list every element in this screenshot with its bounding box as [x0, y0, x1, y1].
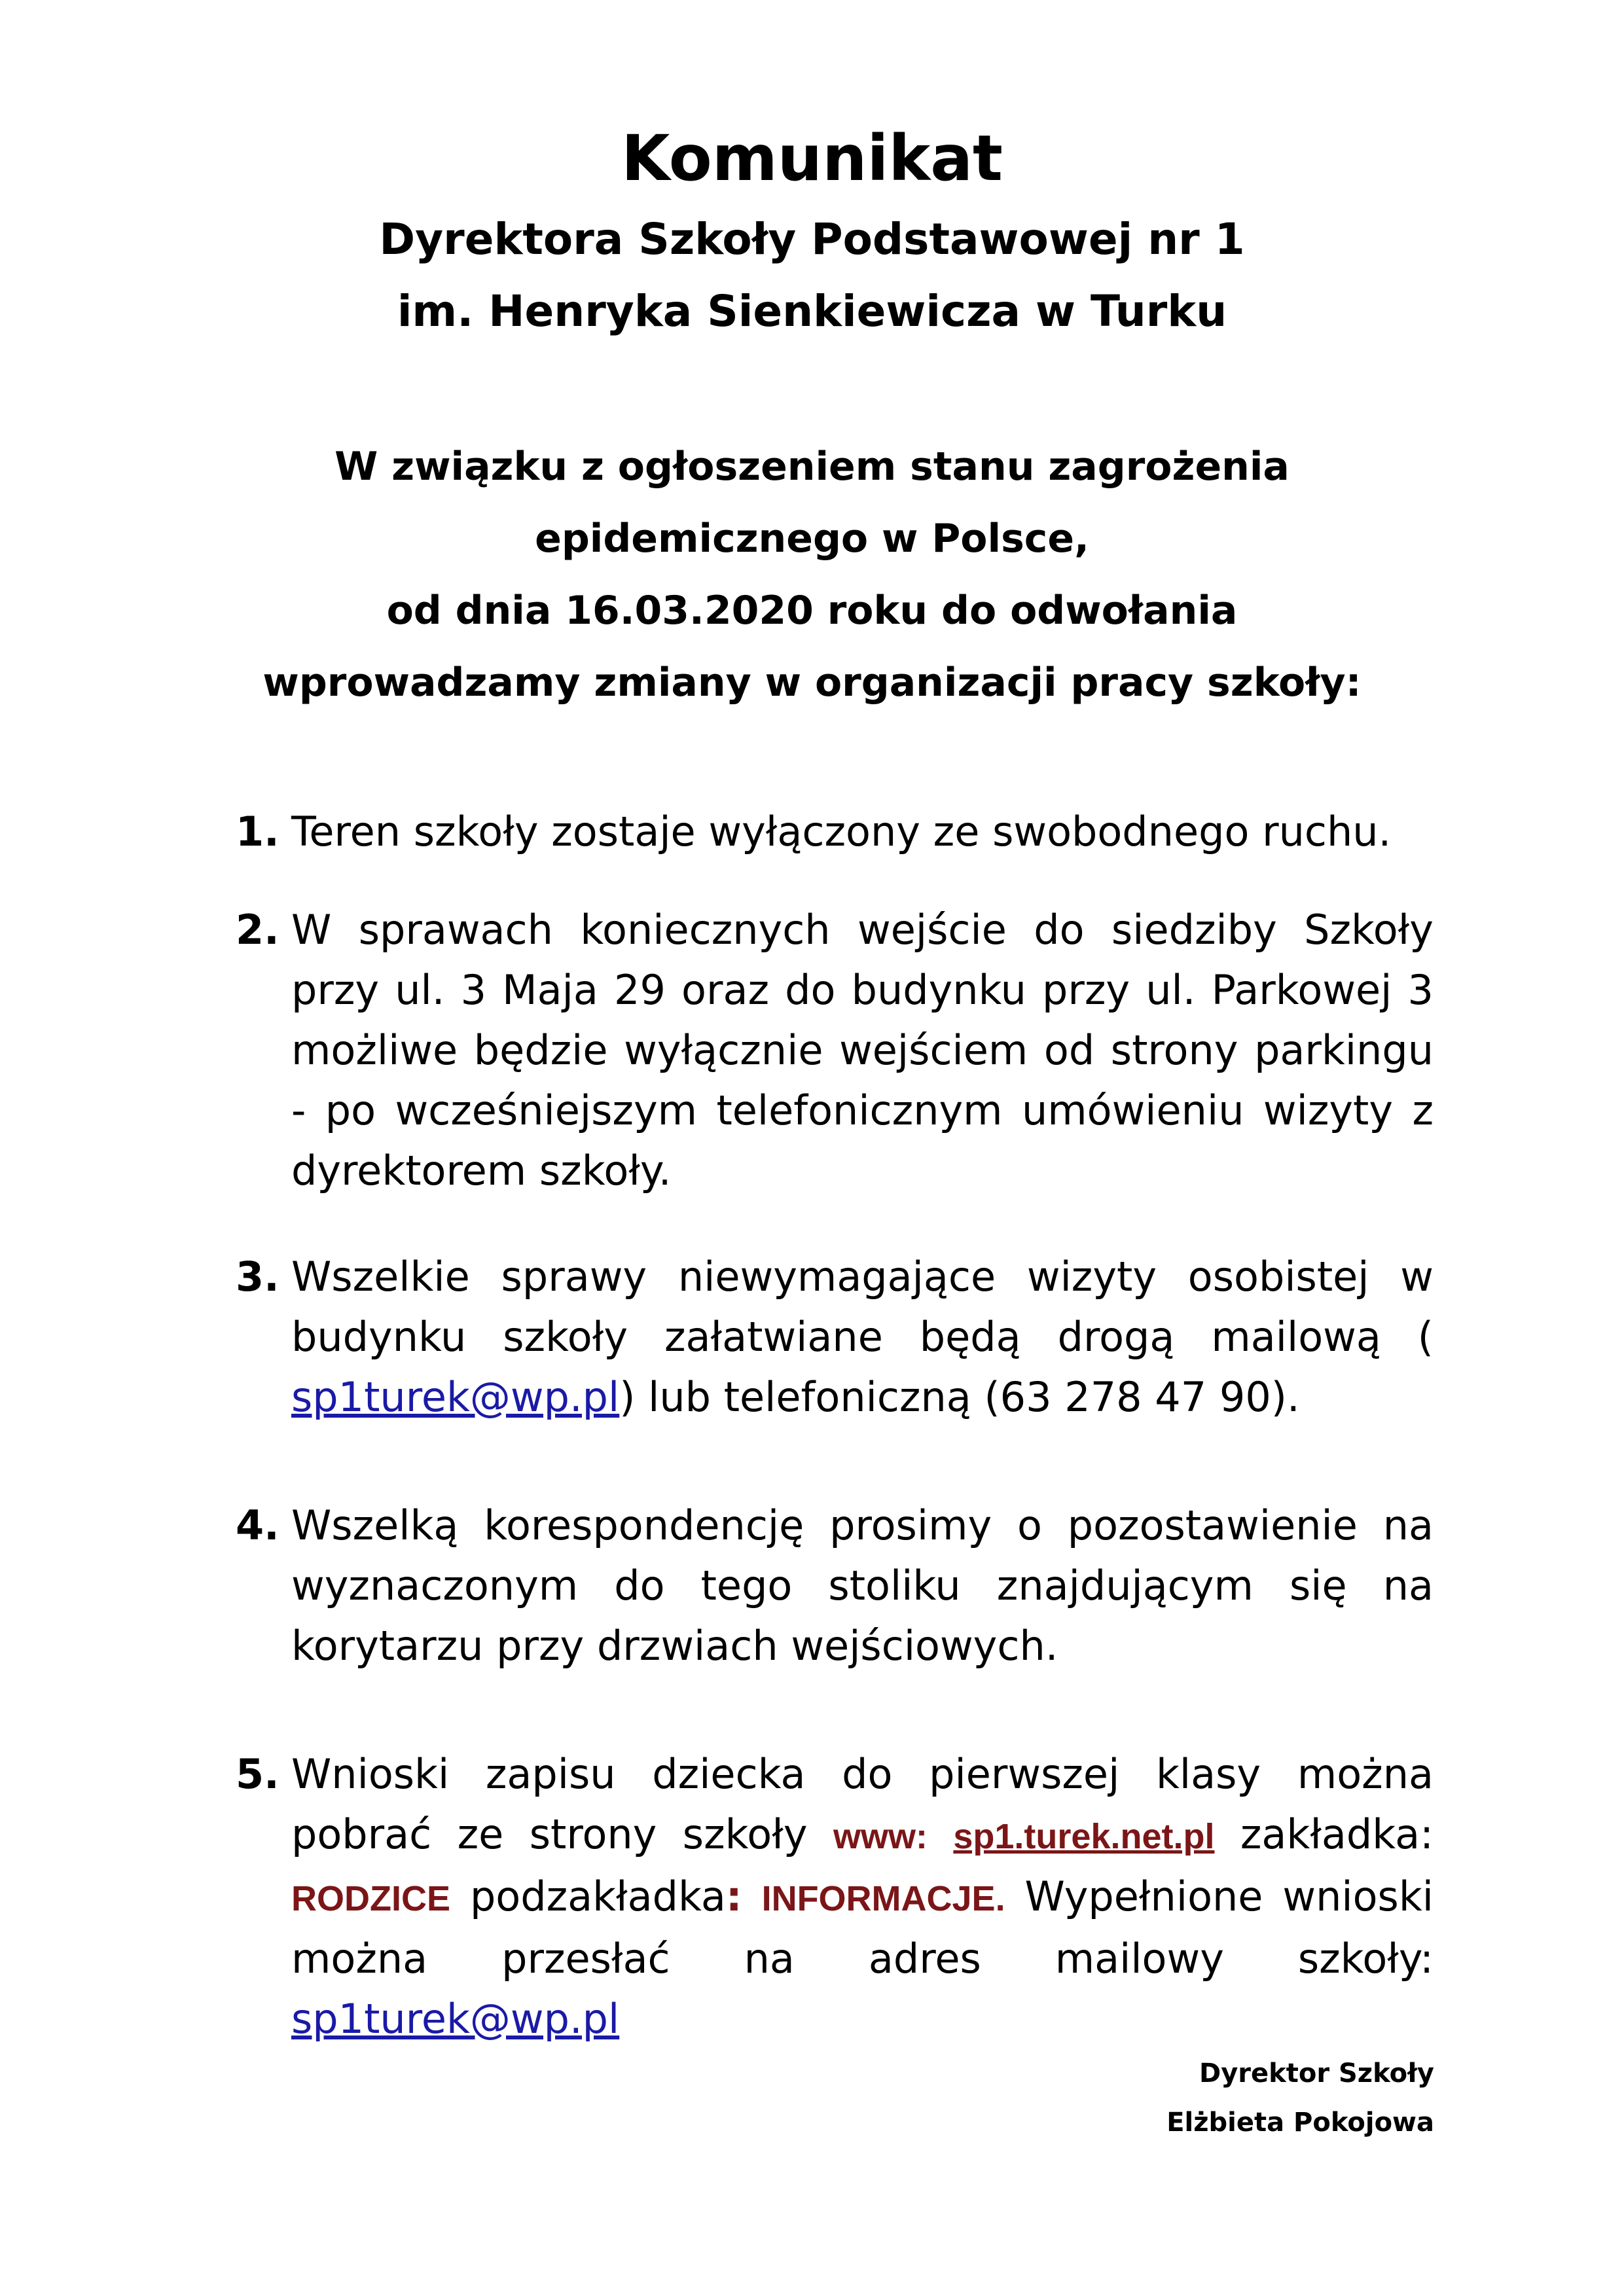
- tab-name-rodzice: RODZICE: [291, 1879, 450, 1918]
- list-item-text: W sprawach koniecznych wejście do siedziby Szkoły przy ul. 3 Maja 29 oraz do budynku przy ul. Parkowej 3 możliwe będzie wyłącznie wejściem od strony parkingu - po wcześniejszym telefonicznym umówieniu wizyty z dyrektorem szkoły.: [291, 906, 1434, 1194]
- item-5-text-part-3: podzakładka: [450, 1873, 726, 1920]
- list-item-number: 1.: [236, 808, 280, 855]
- item-3-text-before: Wszelkie sprawy niewymagające wizyty osobistej w budynku szkoły załatwiane będą drogą mailową (: [291, 1253, 1434, 1361]
- list-item-number: 3.: [236, 1253, 280, 1300]
- list-item-1: [236, 802, 1434, 862]
- subtitle-line-1: Dyrektora Szkoły Podstawowej nr 1: [379, 214, 1245, 264]
- list-item-5: [236, 1744, 1434, 2049]
- intro-line-1: W związku z ogłoszeniem stanu zagrożenia: [334, 444, 1290, 490]
- www-label: www:: [833, 1817, 928, 1856]
- subtab-name-informacje: INFORMACJE.: [761, 1879, 1005, 1918]
- list-item-number: 2.: [236, 906, 280, 954]
- item-5-text-part-1: Wnioski zapisu dziecka do pierwszej klasy można pobrać ze strony szkoły: [291, 1750, 1434, 1858]
- subtitle-line-2: im. Henryka Sienkiewicza w Turku: [397, 286, 1227, 336]
- list-item-3: [236, 1247, 1434, 1427]
- list-item-text: Teren szkoły zostaje wyłączony ze swobodnego ruchu.: [291, 808, 1392, 855]
- list-item-text: [291, 1744, 1434, 2049]
- website-link[interactable]: sp1.turek.net.pl: [953, 1817, 1215, 1856]
- intro-line-3: od dnia 16.03.2020 roku do odwołania: [386, 588, 1238, 634]
- page-title: Komunikat: [621, 122, 1003, 195]
- item-3-text-after: ) lub telefoniczną (63 278 47 90).: [619, 1373, 1300, 1421]
- list-item-number: 5.: [236, 1750, 280, 1798]
- intro-line-2: epidemicznego w Polsce,: [535, 516, 1089, 562]
- list-item-text: Wszelką korespondencję prosimy o pozostawienie na wyznaczonym do tego stoliku znajdującym się na korytarzu przy drzwiach wejściowych.: [291, 1501, 1434, 1670]
- intro-line-4: wprowadzamy zmiany w organizacji pracy szkoły:: [262, 660, 1362, 706]
- email-link[interactable]: sp1turek@wp.pl: [291, 1995, 620, 2043]
- item-5-text-part-2: zakładka:: [1214, 1810, 1434, 1858]
- signature-role: Dyrektor Szkoły: [1199, 2058, 1434, 2089]
- list-item-2: [236, 900, 1434, 1201]
- list-item-4: [236, 1496, 1434, 1676]
- subtab-colon: :: [725, 1873, 742, 1920]
- email-link[interactable]: sp1turek@wp.pl: [291, 1373, 620, 1421]
- signature-name: Elżbieta Pokojowa: [1166, 2108, 1434, 2138]
- item-5-text-part-4: Wypełnione wnioski można przesłać na adres mailowy szkoły:: [291, 1873, 1434, 1982]
- list-item-number: 4.: [236, 1501, 280, 1549]
- list-item-text: [291, 1247, 1434, 1427]
